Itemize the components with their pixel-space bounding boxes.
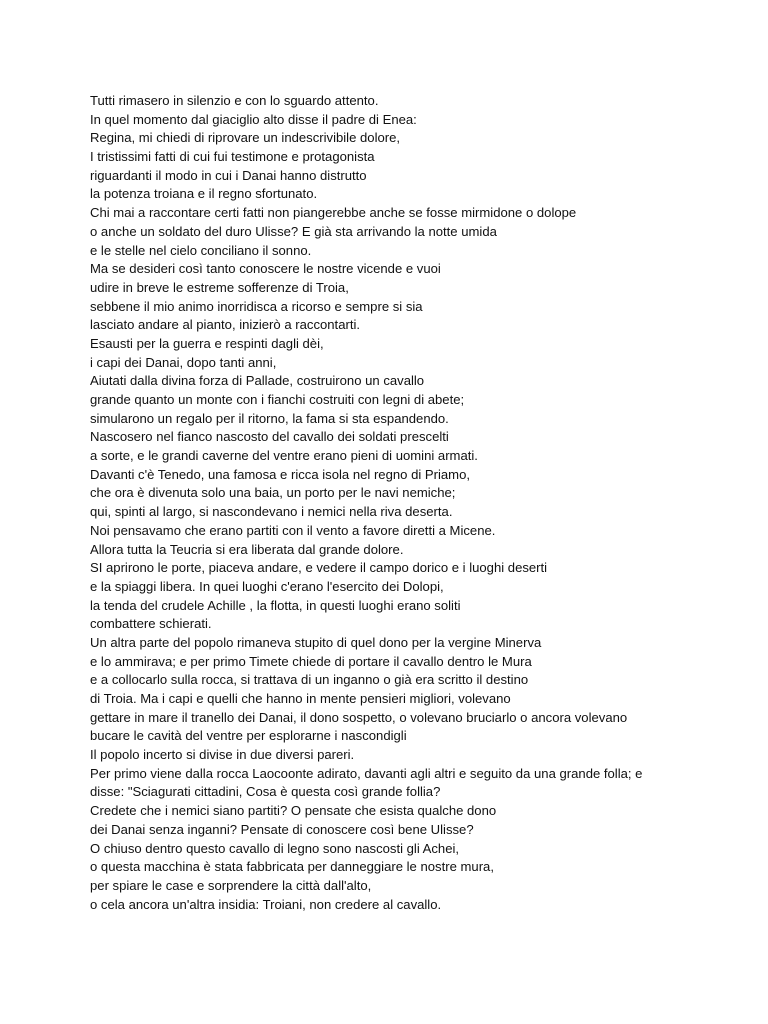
text-line: di Troia. Ma i capi e quelli che hanno in mente pensieri migliori, volevano (90, 691, 511, 706)
text-line: o questa macchina è stata fabbricata per danneggiare le nostre mura, (90, 859, 494, 875)
text-line: Nascosero nel fianco nascosto del cavallo dei soldati prescelti (90, 429, 449, 445)
text-line: bucare le cavità del ventre per esplorarne i nascondigli (90, 728, 407, 744)
text-line: lasciato andare al pianto, inizierò a raccontarti. (90, 317, 361, 333)
text-line: Ma se desideri così tanto conoscere le nostre vicende e vuoi (90, 261, 441, 277)
text-line: Tutti rimasero in silenzio e con lo sguardo attento. (90, 93, 379, 108)
text-line: riguardanti il modo in cui i Danai hanno distrutto (90, 167, 367, 183)
text-line: In quel momento dal giaciglio alto disse il padre di Enea: (90, 111, 417, 127)
text-line: dei Danai senza inganni? Pensate di conoscere così bene Ulisse? (90, 821, 474, 837)
text-line: sebbene il mio animo inorridisca a ricorso e sempre si sia (90, 298, 423, 314)
text-line: Chi mai a raccontare certi fatti non piangerebbe anche se fosse mirmidone o dolope (90, 205, 577, 221)
text-line: per spiare le case e sorprendere la città dall'alto, (90, 877, 372, 893)
text-line: e a collocarlo sulla rocca, si trattava di un inganno o già era scritto il destino (90, 672, 529, 688)
text-line: Il popolo incerto si divise in due diversi pareri. (90, 747, 355, 763)
text-line: Regina, mi chiedi di riprovare un indescrivibile dolore, (90, 130, 401, 146)
text-line: O chiuso dentro questo cavallo di legno sono nascosti gli Achei, (90, 840, 460, 856)
text-line: e le stelle nel cielo conciliano il sonno. (90, 242, 312, 258)
text-line: Davanti c'è Tenedo, una famosa e ricca isola nel regno di Priamo, (90, 466, 471, 482)
text-line: combattere schierati. (90, 616, 212, 632)
text-line: la potenza troiana e il regno sfortunato. (90, 186, 318, 202)
text-line: I tristissimi fatti di cui fui testimone e protagonista (90, 149, 375, 165)
text-line: e lo ammirava; e per primo Timete chiede di portare il cavallo dentro le Mura (90, 653, 532, 669)
text-line: Aiutati dalla divina forza di Pallade, costruirono un cavallo (90, 373, 425, 389)
text-line: la tenda del crudele Achille , la flotta, in questi luoghi erano soliti (90, 597, 461, 613)
text-line: e la spiaggi libera. In quei luoghi c'erano l'esercito dei Dolopi, (90, 578, 444, 594)
text-line: che ora è divenuta solo una baia, un porto per le navi nemiche; (90, 485, 456, 501)
text-line: Credete che i nemici siano partiti? O pensate che esista qualche dono (90, 803, 497, 819)
text-line: o anche un soldato del duro Ulisse? E già sta arrivando la notte umida (90, 223, 497, 239)
text-line: Noi pensavamo che erano partiti con il vento a favore diretti a Micene. (90, 522, 496, 538)
text-line: simularono un regalo per il ritorno, la fama si sta espandendo. (90, 410, 449, 426)
text-line: Un altra parte del popolo rimaneva stupito di quel dono per la vergine Minerva (90, 634, 542, 650)
text-line: a sorte, e le grandi caverne del ventre erano pieni di uomini armati. (90, 448, 478, 464)
text-line: Per primo viene dalla rocca Laocoonte adirato, davanti agli altri e seguito da una grande folla; e (90, 765, 643, 781)
text-line: i capi dei Danai, dopo tanti anni, (90, 354, 277, 370)
text-line: qui, spinti al largo, si nascondevano i nemici nella riva deserta. (90, 504, 453, 520)
text-line: udire in breve le estreme sofferenze di Troia, (90, 279, 349, 295)
text-line: SI aprirono le porte, piaceva andare, e vedere il campo dorico e i luoghi deserti (90, 560, 548, 576)
text-line: grande quanto un monte con i fianchi costruiti con legni di abete; (90, 392, 465, 407)
text-line: disse: "Sciagurati cittadini, Cosa è questa così grande follia? (90, 784, 441, 800)
text-line: Allora tutta la Teucria si era liberata dal grande dolore. (90, 541, 404, 557)
text-line: o cela ancora un'altra insidia: Troiani, non credere al cavallo. (90, 896, 442, 912)
text-line: Esausti per la guerra e respinti dagli dèi, (90, 335, 324, 351)
document-text (90, 92, 730, 914)
text-line: gettare in mare il tranello dei Danai, il dono sospetto, o volevano bruciarlo o ancora volevano (90, 709, 628, 725)
